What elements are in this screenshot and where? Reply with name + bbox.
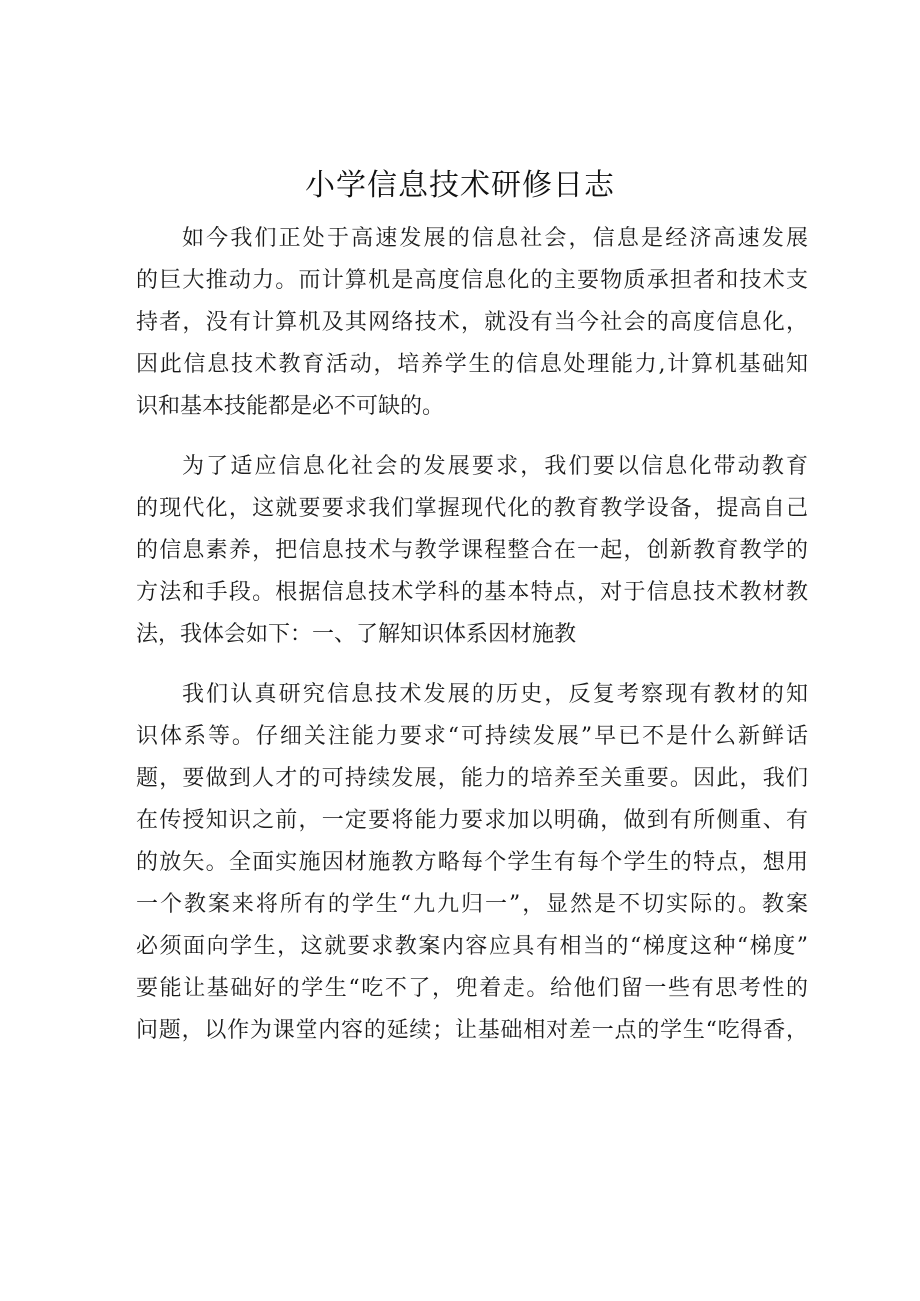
paragraph-line: 持者，没有计算机及其网络技术，就没有当今社会的高度信息化， [136,310,808,335]
paragraph-line: 如今我们正处于高速发展的信息社会，信息是经济高速发展 [182,226,808,251]
paragraph-1 [136,218,808,428]
paragraph-line: 方法和手段。根据信息技术学科的基本特点，对于信息技术教材教 [136,580,808,605]
paragraph-line: 问题，以作为课堂内容的延续；让基础相对差一点的学生“吃得香， [136,1018,808,1043]
paragraph-line: 的巨大推动力。而计算机是高度信息化的主要物质承担者和技术支 [136,268,808,293]
paragraph-line: 的现代化，这就要要求我们掌握现代化的教育教学设备，提高自己 [136,496,808,521]
paragraph-line: 在传授知识之前，一定要将能力要求加以明确，做到有所侧重、有 [136,808,808,833]
paragraph-2 [136,446,808,656]
document-body [136,218,808,1070]
paragraph-line: 的信息素养，把信息技术与教学课程整合在一起，创新教育教学的 [136,538,808,563]
paragraph-line: 识体系等。仔细关注能力要求“可持续发展”早已不是什么新鲜话 [136,724,808,749]
paragraph-line: 题，要做到人才的可持续发展，能力的培养至关重要。因此，我们 [136,766,808,791]
paragraph-line: 为了适应信息化社会的发展要求，我们要以信息化带动教育 [182,454,808,479]
paragraph-line: 因此信息技术教育活动，培养学生的信息处理能力,计算机基础知 [136,352,808,377]
paragraph-3 [136,674,808,1052]
paragraph-line: 要能让基础好的学生“吃不了，兜着走。给他们留一些有思考性的 [136,976,808,1001]
paragraph-line: 我们认真研究信息技术发展的历史，反复考察现有教材的知 [182,682,808,707]
paragraph-line: 一个教案来将所有的学生“九九归一”，显然是不切实际的。教案 [136,892,808,917]
paragraph-line: 识和基本技能都是必不可缺的。 [136,394,445,419]
paragraph-line: 必须面向学生，这就要求教案内容应具有相当的“梯度这种“梯度” [136,934,808,959]
paragraph-line: 法，我体会如下：一、了解知识体系因材施教 [136,622,577,647]
paragraph-line: 的放矢。全面实施因材施教方略每个学生有每个学生的特点，想用 [136,850,808,875]
document-title: 小学信息技术研修日志 [305,168,615,203]
